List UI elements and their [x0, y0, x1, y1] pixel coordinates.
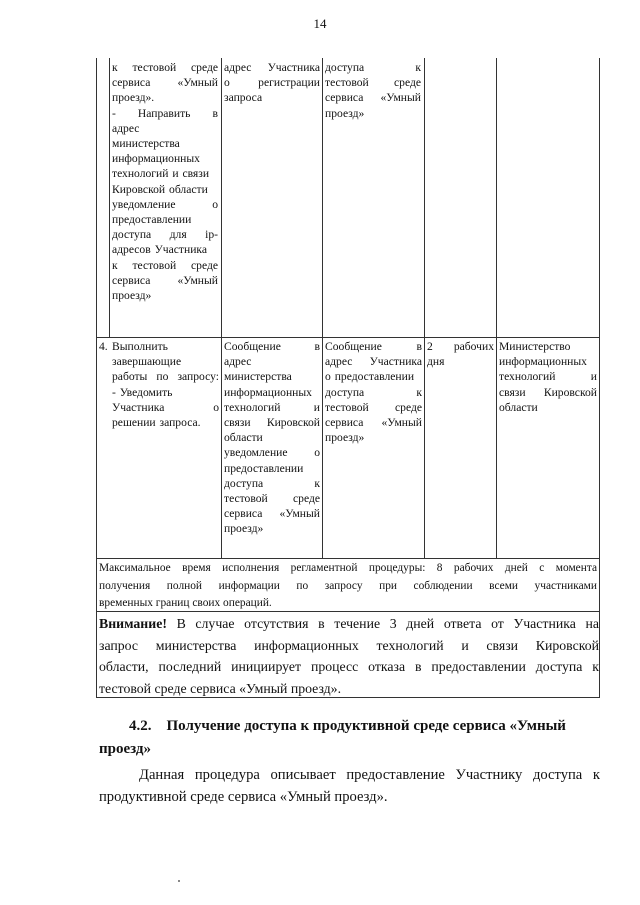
warning-label: Внимание! — [99, 616, 167, 631]
section-heading: 4.2. Получение доступа к продуктивной среде сервиса «Умный проезд» — [99, 718, 566, 757]
row4-responsible-cell: Министерство информационных технологий и связи Кировской области — [499, 340, 597, 414]
row4-step-cell: Выполнить завершающие работы по запросу: - Уведомить Участника о решении запроса. — [112, 340, 219, 430]
page-number: 14 — [313, 16, 327, 31]
row4-number: 4. — [99, 340, 108, 353]
row4-output-cell: Сообщение в адрес Участника о предоставлении доступа к тестовой среде сервиса «Умный проезд» — [325, 340, 422, 445]
cont-step-cell: к тестовой среде сервиса «Умный проезд». - Направить в адрес министерства информационных технологий и связи Кировской области уведомление о предоставлении доступа для ip- адресов Участника к тестовой среде сервиса «Умный проезд» — [112, 61, 218, 303]
row4-duration-cell: 2 рабочих дня — [427, 340, 494, 369]
cont-input-cell: адрес Участника о регистрации запроса — [224, 61, 320, 105]
section-paragraph: Данная процедура описывает предоставление Участнику доступа к продуктивной среде сервиса «Умный проезд». — [99, 767, 600, 805]
cont-output-cell: доступа к тестовой среде сервиса «Умный проезд» — [325, 61, 421, 120]
warning-box: Внимание! В случае отсутствия в течение 3 дней ответа от Участника на запрос министерства информационных технологий и связи Кировской области, последний инициирует процесс отказа в предоставлении доступа к тестовой среде сервиса «Умный проезд». — [99, 616, 599, 696]
row4-input-cell: Сообщение в адрес министерства информационных технологий и связи Кировской области уведомление о предоставлении доступа к тестовой среде сервиса «Умный проезд» — [224, 340, 320, 536]
scan-dot — [178, 880, 180, 882]
max-time-note: Максимальное время исполнения регламентной процедуры: 8 рабочих дней с момента получения полной информации по запросу при соблюдении всеми участниками временных границ своих операций. — [99, 562, 597, 609]
